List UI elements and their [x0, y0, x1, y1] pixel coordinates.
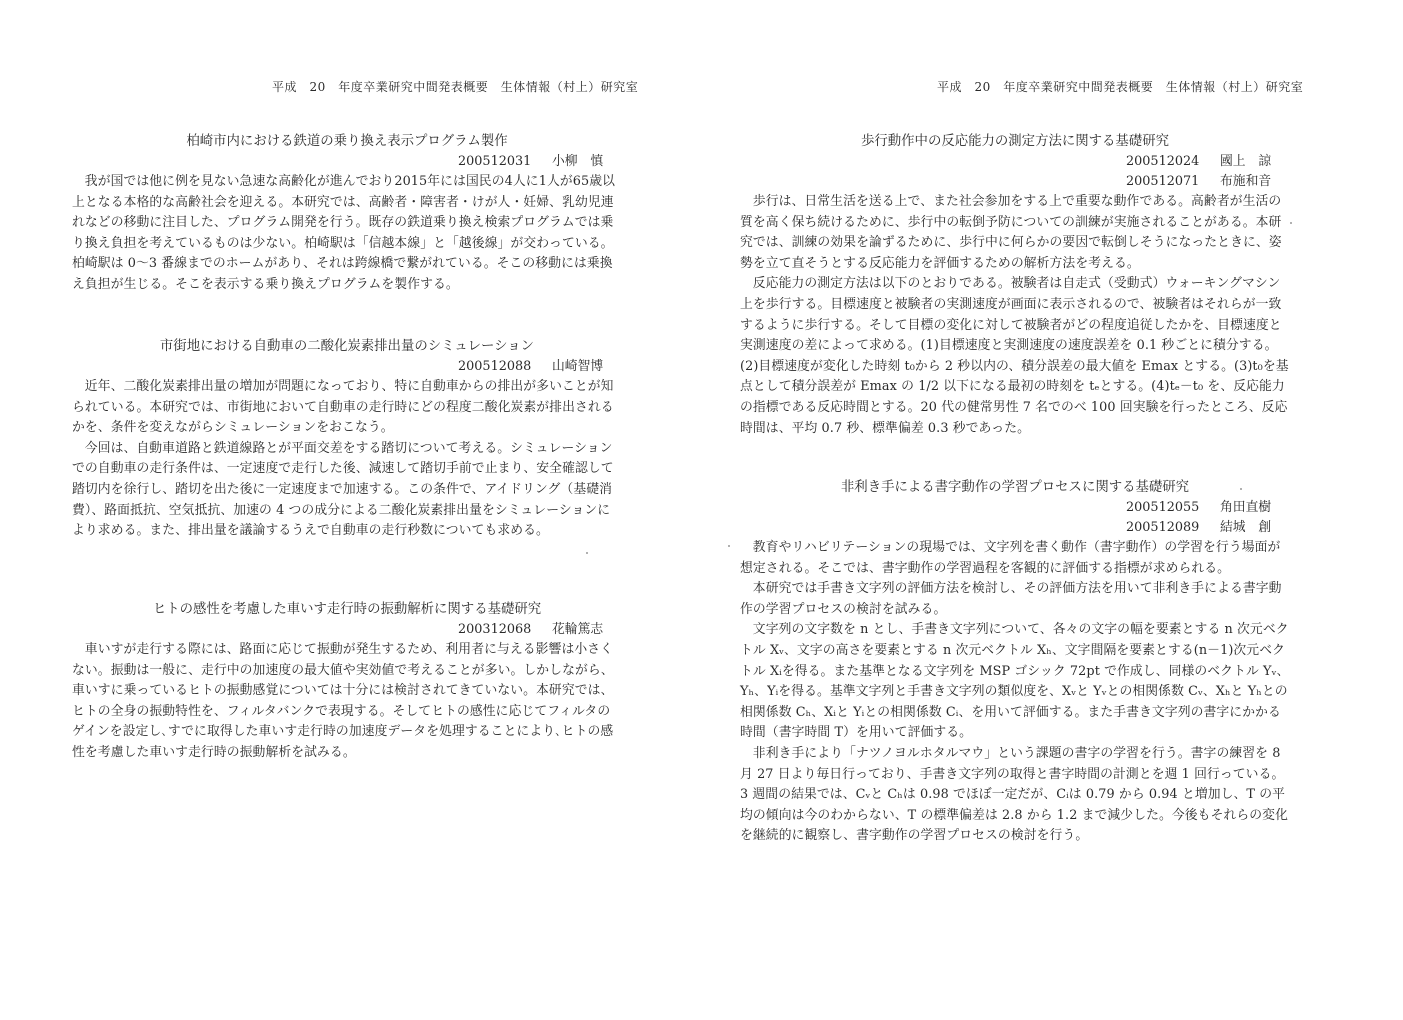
student-id: 200512088	[458, 359, 532, 374]
author-row	[740, 498, 1284, 518]
page-header: 平成 20 年度卒業研究中間発表概要 生体情報（村上）研究室	[937, 80, 1304, 94]
author-row	[72, 152, 616, 172]
author-name: 國上 諒	[1220, 154, 1272, 169]
page-header: 平成 20 年度卒業研究中間発表概要 生体情報（村上）研究室	[272, 80, 639, 94]
author-list	[72, 357, 616, 377]
author-list	[72, 620, 616, 640]
paragraph: 車いすが走行する際には、路面に応じて振動が発生するため、利用者に与える影響は小さくない。振動は一般に、走行中の加速度の最大値や実効値で考えることが多い。しかしながら、車いすに乗っているヒトの振動感覚については十分には検討されてきていない。本研究では、ヒトの全身の振動特性を、フィルタバンクで表現する。そしてヒトの感性に応じてフィルタのゲインを設定し､すでに取得した車いす走行時の加速度データを処理することにより､ヒトの感性を考慮した車いす走行時の振動解析を試みる。	[72, 642, 614, 760]
article-title: 市街地における自動車の二酸化炭素排出量のシミュレーション	[159, 339, 535, 354]
left-page	[0, 0, 700, 1020]
author-name: 布施和音	[1220, 174, 1272, 189]
student-id: 200512089	[1126, 520, 1200, 535]
article-4	[740, 132, 1290, 439]
paragraph: 非利き手により「ナツノヨルホタルマウ」という課題の書字の学習を行う。書字の練習を 8 月 27 日より毎日行っており、手書き文字列の取得と書字時間の計測とを週 1 回行っている。3 週間の結果では、Cᵥと Cₕは 0.98 でほぼ一定だが、Cᵢは 0.79 から 0.94 と増加し、T の平均の傾向は今のわからない、T の標準偏差は 2.8 から 1.2 まで減少した。今後もそれらの変化を継続的に観察し、書字動作の学習プロセスの検討を行う。	[740, 745, 1288, 844]
article-body	[72, 377, 622, 542]
article-body	[72, 172, 622, 296]
article-body	[740, 192, 1290, 439]
article-body	[740, 538, 1290, 847]
paragraph: 歩行は、日常生活を送る上で、また社会参加をする上で重要な動作である。高齢者が生活の質を高く保ち続けるために、歩行中の転倒予防についての訓練が実施されることがある。本研究では、訓練の効果を論ずるために、歩行中に何らかの要因で転倒しそうになったときに、姿勢を立て直そうとする反応能力を評価するための解析方法を考える。	[740, 194, 1282, 271]
author-row	[72, 620, 616, 640]
author-name: 山崎智博	[552, 359, 604, 374]
article-5	[740, 478, 1290, 847]
article-3	[72, 600, 622, 764]
article-body	[72, 640, 622, 764]
author-list	[740, 498, 1284, 538]
author-name: 花輪篤志	[552, 622, 604, 637]
student-id: 200512055	[1126, 500, 1200, 515]
student-id: 200312068	[458, 622, 532, 637]
author-list	[740, 152, 1284, 192]
article-title: 非利き手による書字動作の学習プロセスに関する基礎研究	[840, 480, 1190, 495]
author-name: 角田直樹	[1220, 500, 1272, 515]
scan-speck	[1290, 222, 1292, 224]
student-id: 200512024	[1126, 154, 1200, 169]
right-page	[702, 0, 1403, 1020]
scan-speck	[586, 552, 588, 554]
author-row	[740, 152, 1284, 172]
author-name: 結城 創	[1220, 520, 1272, 535]
student-id: 200512071	[1126, 174, 1200, 189]
article-title: ヒトの感性を考慮した車いす走行時の振動解析に関する基礎研究	[152, 602, 542, 617]
paragraph: 今回は、自動車道路と鉄道線路とが平面交差をする踏切について考える。シミュレーションでの自動車の走行条件は、一定速度で走行した後、減速して踏切手前で止まり、安全確認して踏切内を徐行し、踏切を出た後に一定速度まで加速する。この条件で、アイドリング（基礎消費）、路面抵抗、空気抵抗、加速の 4 つの成分による二酸化炭素排出量をシミュレーションにより求める。また、排出量を議論するうえで自動車の走行秒数についても求める。	[72, 440, 614, 539]
student-id: 200512031	[458, 154, 532, 169]
article-2	[72, 337, 622, 542]
author-row	[740, 172, 1284, 192]
paragraph: 文字列の文字数を n とし、手書き文字列について、各々の文字の幅を要素とする n 次元ベクトル Xᵥ、文字の高さを要素とする n 次元ベクトル Xₕ、文字間隔を要素とする(n－1)次元ベクトル Xᵢを得る。また基準となる文字列を MSP ゴシック 72pt で作成し、同様のベクトル Yᵥ、Yₕ、Yᵢを得る。基準文字列と手書き文字列の類似度を、Xᵥと Yᵥとの相関係数 Cᵥ、Xₕと Yₕとの相関係数 Cₕ、Xᵢと Yᵢとの相関係数 Cᵢ、を用いて評価する。また手書き文字列の書字にかかる時間（書字時間 T）を用いて評価する。	[740, 622, 1290, 741]
article-1	[72, 132, 622, 296]
author-row	[72, 357, 616, 377]
scan-speck	[728, 545, 730, 547]
paragraph: 我が国では他に例を見ない急速な高齢化が進んでおり2015年には国民の4人に1人が65歳以上となる本格的な高齢社会を迎える。本研究では、高齢者・障害者・けが人・妊婦、乳幼児連れなどの移動に注目した、プログラム開発を行う。既存の鉄道乗り換え検索プログラムでは乗り換え負担を考えているものは少ない。柏崎駅は「信越本線」と「越後線」が交わっている。柏崎駅は 0～3 番線までのホームがあり、それは跨線橋で繋がれている。そこの移動には乗換え負担が生じる。そこを表示する乗り換えプログラムを製作する。	[72, 174, 616, 292]
author-list	[72, 152, 616, 172]
paragraph: 近年、二酸化炭素排出量の増加が問題になっており、特に自動車からの排出が多いことが知られている。本研究では、市街地において自動車の走行時にどの程度二酸化炭素が排出されるかを、条件を変えながらシミュレーションをおこなう。	[72, 379, 614, 436]
paragraph: 教育やリハビリテーションの現場では、文字列を書く動作（書字動作）の学習を行う場面が想定される。そこでは、書字動作の学習過程を客観的に評価する指標が求められる。	[740, 540, 1281, 576]
paragraph: 本研究では手書き文字列の評価方法を検討し、その評価方法を用いて非利き手による書字動作の学習プロセスの検討を試みる。	[740, 581, 1282, 617]
article-title: 歩行動作中の反応能力の測定方法に関する基礎研究	[861, 134, 1169, 149]
author-name: 小柳 慎	[552, 154, 604, 169]
article-title: 柏崎市内における鉄道の乗り換え表示プログラム製作	[186, 134, 508, 149]
paragraph: 反応能力の測定方法は以下のとおりである。被験者は自走式（受動式）ウォーキングマシン上を歩行する。目標速度と被験者の実測速度が画面に表示されるので、被験者はそれらが一致するように歩行する。そして目標の変化に対して被験者がどの程度追従したかを、目標速度と実測速度の差によって求める。(1)目標速度と実測速度の速度誤差を 0.1 秒ごとに積分する。(2)目標速度が変化した時刻 t₀から 2 秒以内の、積分誤差の最大値を Emax とする。(3)t₀を基点として積分誤差が Emax の 1/2 以下になる最初の時刻を tₑとする。(4)tₑ－t₀ を、反応能力の指標である反応時間とする。20 代の健常男性 7 名でのべ 100 回実験を行ったところ、反応時間は、平均 0.7 秒、標準偏差 0.3 秒であった。	[740, 276, 1289, 436]
author-row	[740, 518, 1284, 538]
scan-speck	[1240, 488, 1242, 490]
